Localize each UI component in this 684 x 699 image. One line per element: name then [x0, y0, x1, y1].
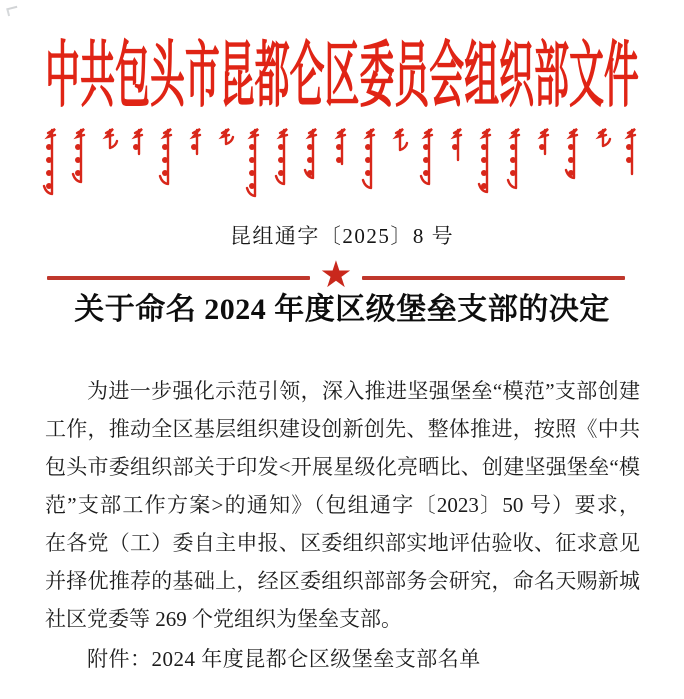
divider-line-left — [47, 276, 310, 280]
header-red-title: 中共包头市昆都仑区委员会组织部文件 — [45, 36, 639, 116]
mongolian-script-band — [39, 127, 645, 199]
attachment-line: 附件：2024 年度昆都仑区级堡垒支部名单 — [87, 647, 481, 671]
scan-artifact-mark — [6, 6, 19, 16]
body-line: 范”支部工作方案>的通知》（包组通字〔2023〕50 号）要求， — [45, 493, 640, 517]
divider-line-right — [362, 276, 625, 280]
document-header — [0, 26, 684, 126]
body-line: 并择优推荐的基础上，经区委组织部部务会研究，命名天赐新城 — [45, 569, 640, 593]
body-line: 社区党委等 269 个党组织为堡垒支部。 — [45, 607, 402, 631]
body-line: 在各党（工）委自主申报、区委组织部实地评估验收、征求意见 — [45, 531, 640, 555]
body-line: 为进一步强化示范引领，深入推进坚强堡垒“模范”支部创建 — [87, 379, 640, 403]
star-icon: ★ — [319, 255, 353, 296]
doc-number: 昆组通字〔2025〕8 号 — [229, 224, 455, 248]
body-line: 工作，推动全区基层组织建设创新创先、整体推进，按照《中共 — [45, 417, 640, 441]
document-body — [45, 372, 640, 638]
body-line: 包头市委组织部关于印发<开展星级化亮晒比、创建坚强堡垒“模 — [45, 455, 640, 479]
document-title: 关于命名 2024 年度区级堡垒支部的决定 — [74, 293, 610, 326]
